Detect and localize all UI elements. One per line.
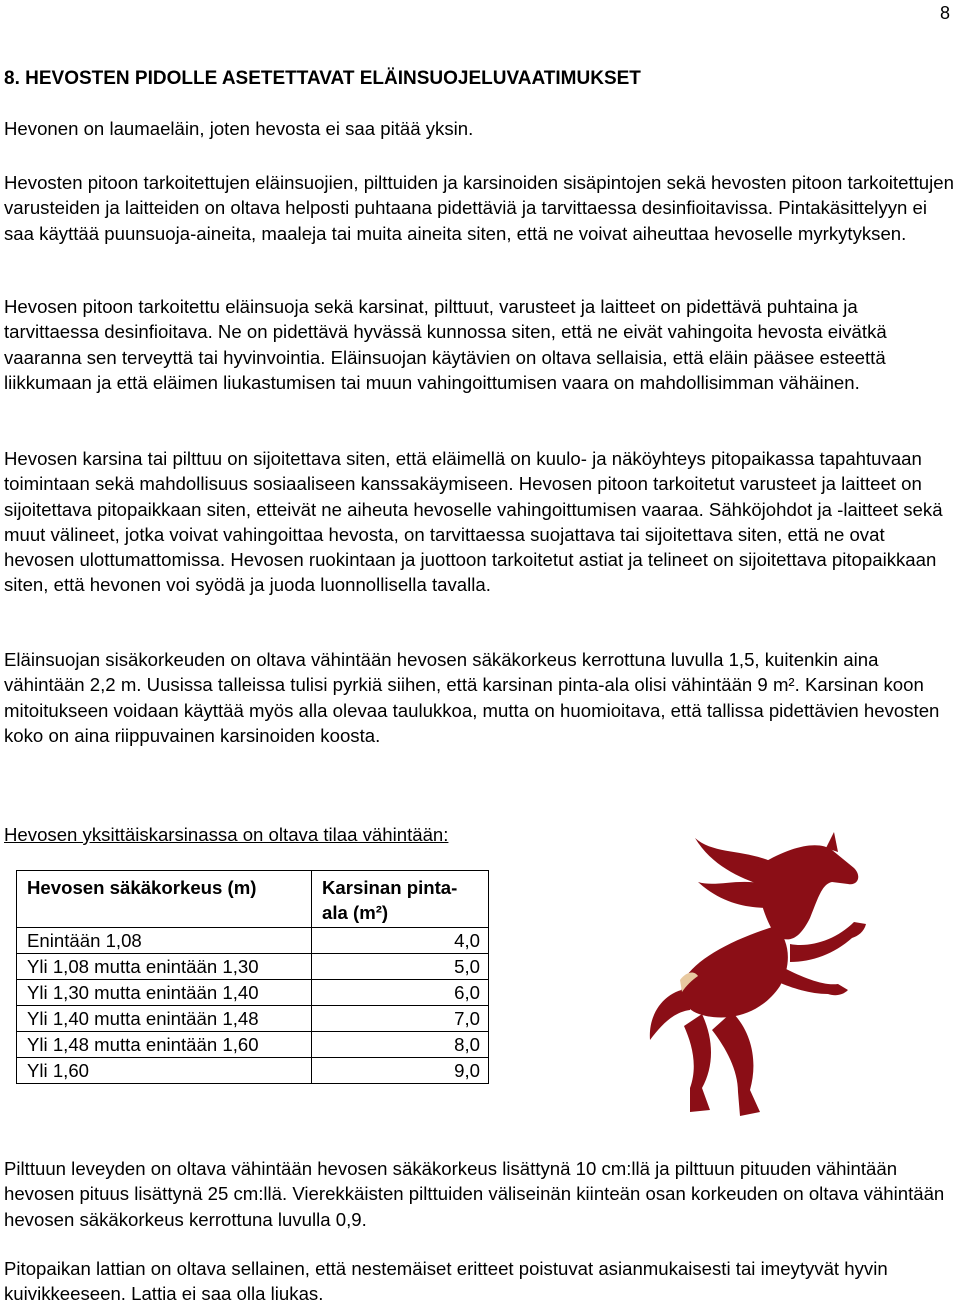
table-row <box>17 954 489 980</box>
table-row <box>17 1058 489 1084</box>
withers-height-cell: Yli 1,48 mutta enintään 1,60 <box>17 1032 312 1058</box>
box-area-cell: 6,0 <box>312 980 489 1006</box>
box-area-cell: 7,0 <box>312 1006 489 1032</box>
box-area-cell: 4,0 <box>312 928 489 954</box>
table-caption: Hevosen yksittäiskarsinassa on oltava tilaa vähintään: <box>4 824 449 845</box>
column-header-withers-height: Hevosen säkäkorkeus (m) <box>17 871 312 928</box>
paragraph-tie-stall: Pilttuun leveyden on oltava vähintään hevosen säkäkorkeus lisättynä 10 cm:llä ja pilttuun pituuden vähintään hevosen pituus lisättynä 25 cm:llä. Vierekkäisten pilttuiden väliseinän kiinteän osan korkeuden on oltava vähintään hevosen säkäkorkeus kerrottuna luvulla 0,9. <box>4 1158 945 1230</box>
box-area-cell: 8,0 <box>312 1032 489 1058</box>
paragraph-surfaces: Hevosten pitoon tarkoitettujen eläinsuojien, pilttuiden ja karsinoiden sisäpintojen sekä hevosten pitoon tarkoitettujen varusteiden ja laitteiden on oltava helposti puhtaana pidettäviä ja tarvittaessa desinfioitavissa. Pintakäsittelyyn ei saa käyttää puunsuoja-aineita, maaleja tai muita aineita siten, että ne voivat aiheuttaa hevoselle myrkytyksen. <box>4 172 954 244</box>
table-row <box>17 980 489 1006</box>
column-header-box-area: Karsinan pinta-ala (m²) <box>312 871 489 928</box>
paragraph-herd-animal: Hevonen on laumaeläin, joten hevosta ei saa pitää yksin. <box>4 118 474 139</box>
withers-height-cell: Enintään 1,08 <box>17 928 312 954</box>
table-row <box>17 1006 489 1032</box>
section-heading: 8. HEVOSTEN PIDOLLE ASETETTAVAT ELÄINSUOJELUVAATIMUKSET <box>4 68 641 89</box>
box-area-cell: 9,0 <box>312 1058 489 1084</box>
box-area-cell: 5,0 <box>312 954 489 980</box>
table-row <box>17 928 489 954</box>
table-row <box>17 1032 489 1058</box>
table-header-row <box>17 871 489 928</box>
rearing-horse-icon <box>640 826 888 1122</box>
paragraph-stall-placement: Hevosen karsina tai pilttuu on sijoitettava siten, että eläimellä on kuulo- ja näköyhteys pitopaikassa tapahtuvaan toimintaan sekä mahdollisuus sosiaaliseen kanssakäymiseen. Hevosen pitoon tarkoitetut varusteet ja laitteet on sijoitettava pitopaikkaan siten, etteivät ne aiheuta hevoselle vahingoittumisen vaaraa. Sähköjohdot ja -laitteet sekä muut välineet, jotka voivat vahingoittaa hevosta, on tarvittaessa suojattava tai sijoitettava siten, että ne ovat hevosen ulottumattomissa. Hevosen ruokintaan ja juottoon tarkoitetut astiat ja telineet on sijoitettava pitopaikkaan siten, että hevonen voi syödä ja juoda luonnollisella tavalla. <box>4 448 943 596</box>
page-number: 8 <box>939 3 950 23</box>
withers-height-cell: Yli 1,60 <box>17 1058 312 1084</box>
withers-height-cell: Yli 1,40 mutta enintään 1,48 <box>17 1006 312 1032</box>
withers-height-cell: Yli 1,08 mutta enintään 1,30 <box>17 954 312 980</box>
paragraph-ceiling-height: Eläinsuojan sisäkorkeuden on oltava vähintään hevosen säkäkorkeus kerrottuna luvulla 1,5, kuitenkin aina vähintään 2,2 m. Uusissa talleissa tulisi pyrkiä siihen, että karsinan pinta-ala olisi vähintään 9 m². Karsinan koon mitoitukseen voidaan käyttää myös alla olevaa taulukkoa, mutta on huomioitava, että tallissa pidettävien hevosten koko on aina riippuvainen karsinoiden koosta. <box>4 649 940 746</box>
paragraph-floor: Pitopaikan lattian on oltava sellainen, että nestemäiset eritteet poistuvat asianmukaisesti tai imeytyvät hyvin kuivikkeeseen. Lattia ei saa olla liukas. <box>4 1258 888 1305</box>
box-size-table <box>16 870 489 1084</box>
withers-height-cell: Yli 1,30 mutta enintään 1,40 <box>17 980 312 1006</box>
paragraph-cleanliness: Hevosen pitoon tarkoitettu eläinsuoja sekä karsinat, pilttuut, varusteet ja laitteet on pidettävä puhtaina ja tarvittaessa desinfioitava. Ne on pidettävä hyvässä kunnossa siten, että ne eivät vahingoita hevosta eivätkä vaaranna sen terveyttä tai hyvinvointia. Eläinsuojan käytävien on oltava sellaisia, että eläin pääsee esteettä liikkumaan ja että eläimen liukastumisen tai muun vahingoittumisen vaara on mahdollisimman vähäinen. <box>4 296 887 393</box>
